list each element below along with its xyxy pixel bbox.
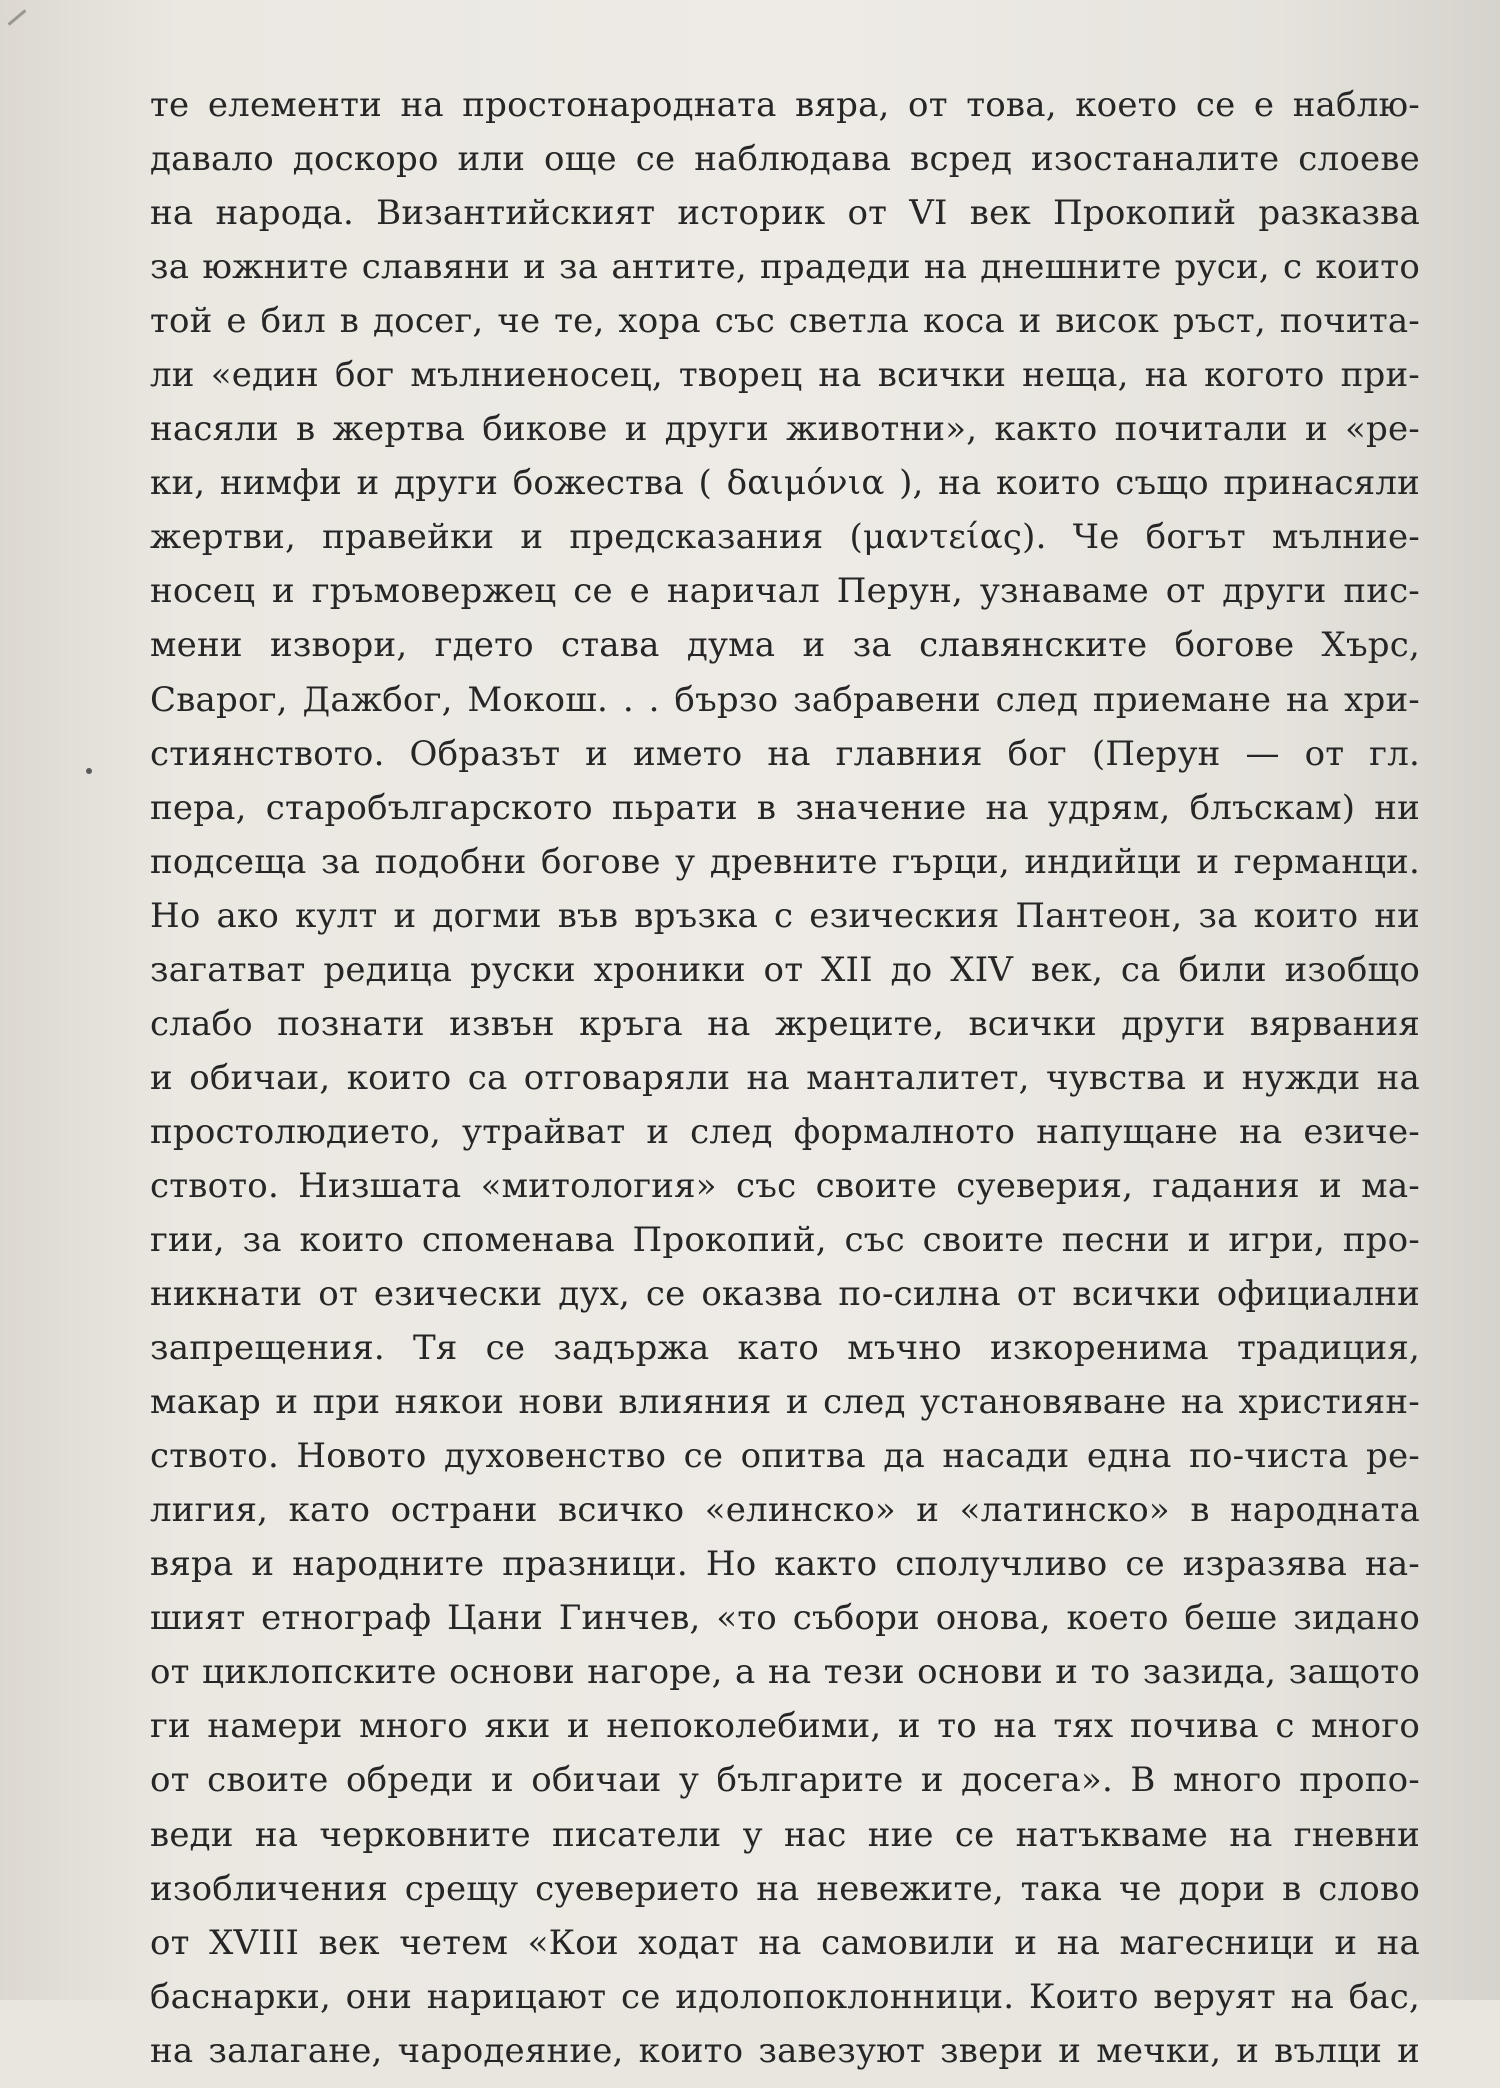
corner-pencil-mark [8,9,27,25]
text-line: на залагане, чародеяние, които завезуют звери и мечки, и вълци и [150,2030,1420,2071]
text-line: стиянството. Образът и името на главния бог (Перун — от гл. [150,733,1420,774]
text-line: подсеща за подобни богове у древните гърци, индийци и германци. [150,841,1420,882]
text-line: баснарки, они нарицают се идолопоклонници. Които веруят на бас, [150,1976,1420,2017]
text-line: ли «един бог мълниеносец, творец на всички неща, на когото при- [150,355,1420,396]
text-line: те елементи на простонародната вяра, от това, което се е наблю- [150,85,1420,125]
text-line: ки, нимфи и други божества ( δαιμόνια ), на които също принасяли [150,463,1420,504]
text-line: загатват редица руски хроники от XII до XIV век, са били изобщо [150,949,1420,990]
text-line: жертви, правейки и предсказания (μαντείας). Че богът мълние- [150,517,1420,558]
text-line: гии, за които споменава Прокопий, със своите песни и игри, про- [150,1219,1420,1260]
text-line: и обичаи, които са отговаряли на манталитет, чувства и нужди на [150,1057,1420,1098]
text-line: на народа. Византийският историк от VI век Прокопий разказва [150,193,1420,234]
body-text [150,85,1420,2088]
text-line: шият етнограф Цани Гинчев, «то събори онова, което беше зидано [150,1598,1420,1639]
text-line: Но ако култ и догми във връзка с езическия Пантеон, за които ни [150,895,1420,936]
text-line: веди на черковните писатели у нас ние се натъкваме на гневни [150,1814,1420,1855]
text-line: пера, старобългарското пьрати в значение на удрям, блъскам) ни [150,787,1420,828]
text-line: вяра и народните празници. Но както сполучливо се изразява на- [150,1544,1420,1585]
text-line: давало доскоро или още се наблюдава всред изостаналите слоеве [150,139,1420,180]
text-line: носец и гръмовержец се е наричал Перун, узнаваме от други пис- [150,571,1420,612]
text-line: ги намери много яки и непоколебими, и то на тях почива с много [150,1706,1420,1747]
text-line: лигия, като острани всичко «елинско» и «латинско» в народната [150,1490,1420,1531]
text-line: от своите обреди и обичаи у българите и досега». В много пропо- [150,1760,1420,1801]
text-line: от XVIII век четем «Кои ходат на самовили и на магесници и на [150,1922,1420,1963]
text-line: Сварог, Дажбог, Мокош. . . бързо забравени след приемане на хри- [150,679,1420,720]
text-line: ството. Низшата «митология» със своите суеверия, гадания и ма- [150,1165,1420,1206]
margin-dot-mark [86,768,92,774]
text-line: насяли в жертва бикове и други животни», както почитали и «ре- [150,409,1420,450]
text-line: макар и при някои нови влияния и след установяване на християн- [150,1382,1420,1423]
text-line: той е бил в досег, че те, хора със светла коса и висок ръст, почита- [150,301,1420,342]
text-line: запрещения. Тя се задържа като мъчно изкоренима традиция, [150,1328,1420,1369]
text-line: слабо познати извън кръга на жреците, всички други вярвания [150,1003,1420,1044]
text-line: простолюдието, утрайват и след формалното напущане на езиче- [150,1111,1420,1152]
text-line: мени извори, гдето става дума и за славянските богове Хърс, [150,625,1420,666]
text-line: за южните славяни и за антите, прадеди на днешните руси, с които [150,247,1420,288]
text-line: изобличения срещу суеверието на невежите, така че дори в слово [150,1868,1420,1909]
text-line: никнати от езически дух, се оказва по-силна от всички официални [150,1274,1420,1315]
text-line: ството. Новото духовенство се опитва да насади една по-чиста ре- [150,1436,1420,1477]
text-line: от циклопските основи нагоре, а на тези основи и то зазида, защото [150,1652,1420,1693]
